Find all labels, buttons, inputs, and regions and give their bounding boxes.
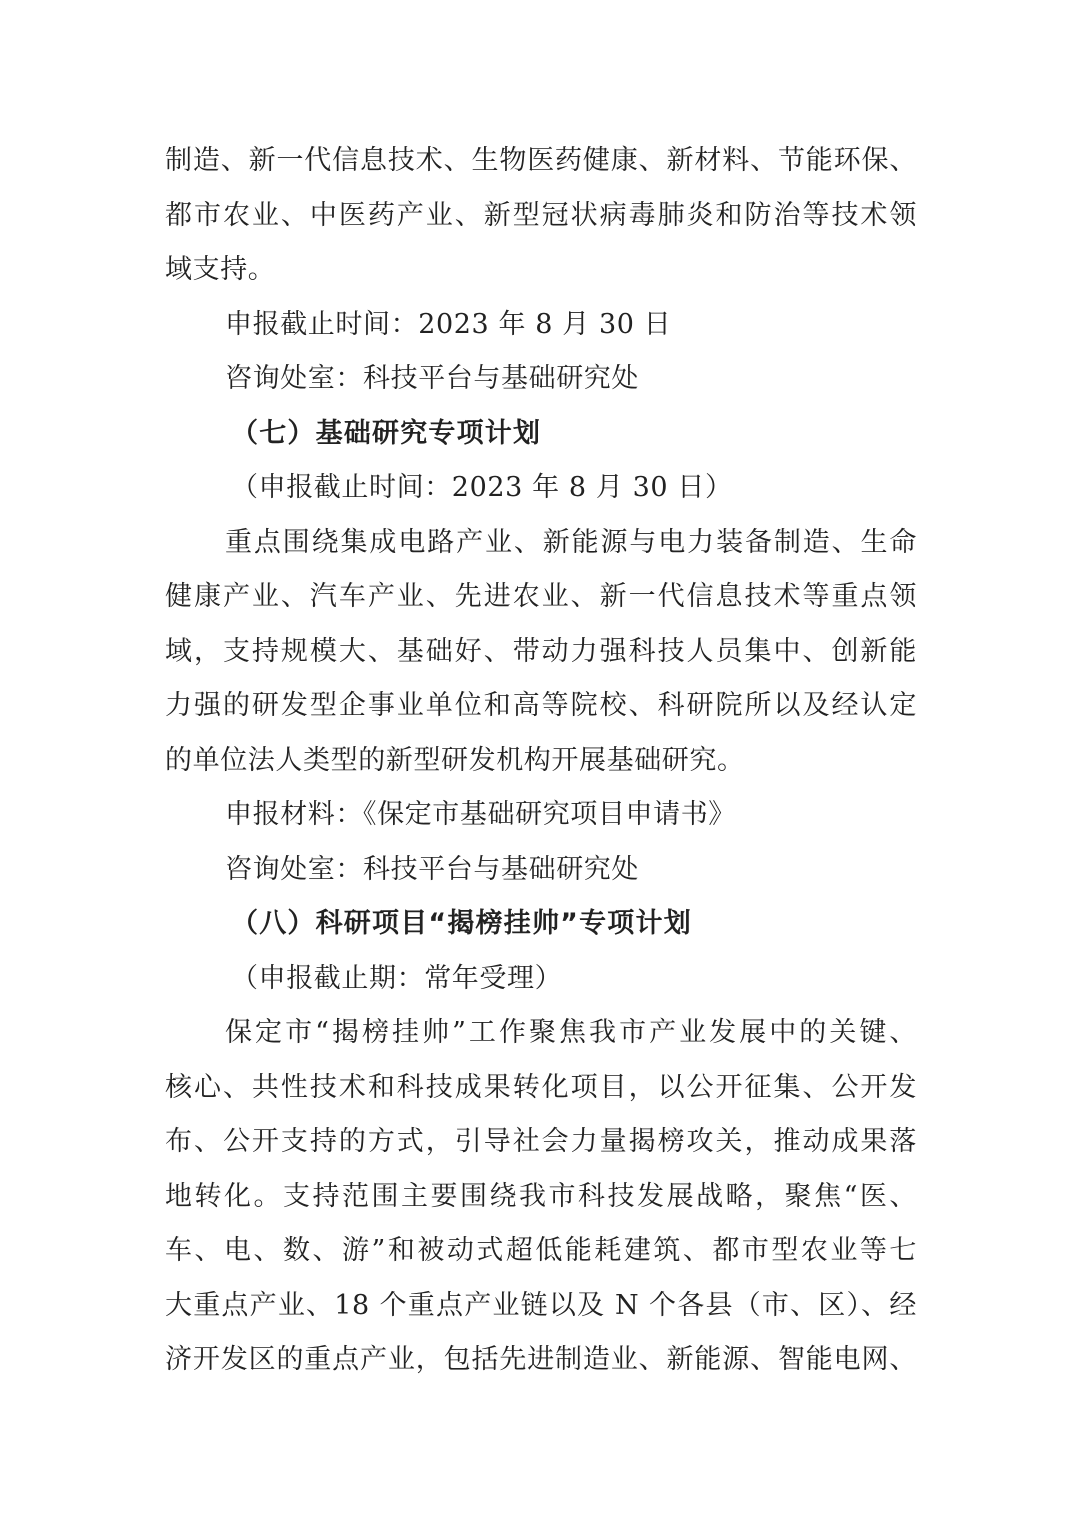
deadline-line: 申报截止时间：2023 年 8 月 30 日 bbox=[225, 308, 672, 340]
body-line: 地转化。支持范围主要围绕我市科技发展战略，聚焦“医、 bbox=[165, 1180, 917, 1212]
contact-line: 咨询处室：科技平台与基础研究处 bbox=[225, 853, 639, 885]
document-page bbox=[165, 134, 917, 1388]
body-line: 保定市“揭榜挂帅”工作聚焦我市产业发展中的关键、 bbox=[225, 1017, 917, 1048]
section-heading-7: （七）基础研究专项计划 bbox=[231, 417, 542, 449]
deadline-note: （申报截止时间：2023 年 8 月 30 日） bbox=[231, 472, 733, 503]
body-line: 济开发区的重点产业，包括先进制造业、新能源、智能电网、 bbox=[165, 1344, 917, 1375]
body-line: 核心、共性技术和科技成果转化项目，以公开征集、公开发 bbox=[165, 1071, 917, 1103]
contact-line: 咨询处室：科技平台与基础研究处 bbox=[225, 363, 639, 394]
body-line: 健康产业、汽车产业、先进农业、新一代信息技术等重点领 bbox=[165, 581, 917, 612]
body-line: 都市农业、中医药产业、新型冠状病毒肺炎和防治等技术领 bbox=[165, 199, 917, 231]
body-line: 车、电、数、游”和被动式超低能耗建筑、都市型农业等七 bbox=[165, 1235, 917, 1266]
body-line: 制造、新一代信息技术、生物医药健康、新材料、节能环保、 bbox=[165, 145, 917, 176]
body-line: 域支持。 bbox=[165, 254, 276, 285]
body-line: 布、公开支持的方式，引导社会力量揭榜攻关，推动成果落 bbox=[165, 1126, 917, 1157]
body-line: 大重点产业、18 个重点产业链以及 N 个各县（市、区）、经 bbox=[165, 1289, 917, 1321]
body-line: 的单位法人类型的新型研发机构开展基础研究。 bbox=[165, 744, 745, 776]
body-line: 力强的研发型企事业单位和高等院校、科研院所以及经认定 bbox=[165, 690, 917, 721]
body-line: 域，支持规模大、基础好、带动力强科技人员集中、创新能 bbox=[165, 635, 917, 667]
materials-line: 申报材料：《保定市基础研究项目申请书》 bbox=[225, 799, 736, 830]
section-heading-8: （八）科研项目“揭榜挂帅”专项计划 bbox=[231, 908, 692, 939]
deadline-note: （申报截止期：常年受理） bbox=[231, 962, 563, 994]
body-line: 重点围绕集成电路产业、新能源与电力装备制造、生命 bbox=[225, 526, 917, 558]
